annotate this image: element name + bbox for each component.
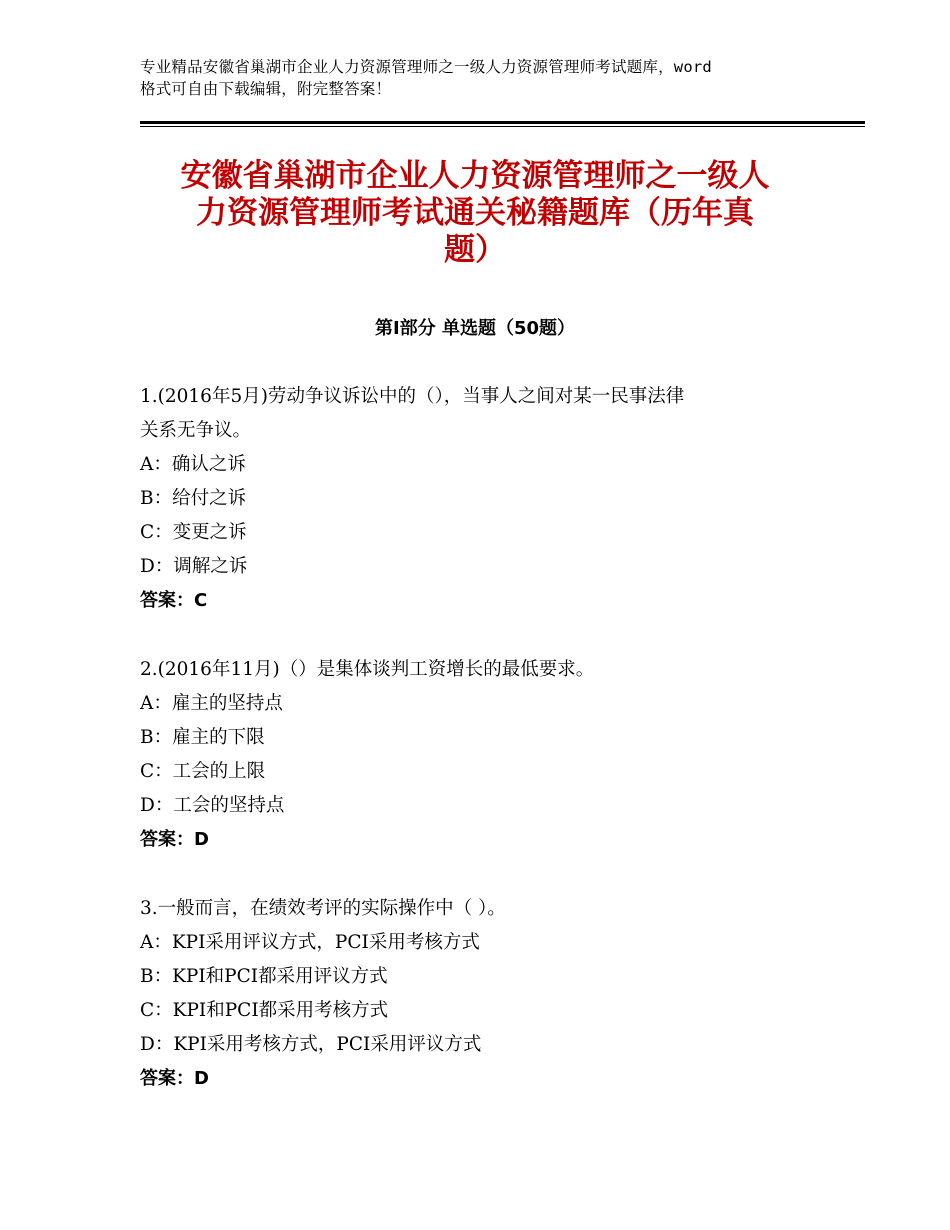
document-title [140, 158, 810, 269]
answer-label: 答案：C [140, 590, 208, 611]
header-rule-thin [140, 126, 865, 127]
option-b: B：KPI和PCI都采用评议方式 [140, 966, 388, 987]
question-stem-line: 1.(2016年5月)劳动争议诉讼中的（），当事人之间对某一民事法律 [140, 386, 685, 407]
document-title-line-3: 题） [444, 232, 506, 268]
option-a: A：确认之诉 [140, 454, 246, 475]
option-c: C：工会的上限 [140, 761, 266, 782]
section-title: 第Ⅰ部分 单选题（50题） [374, 318, 575, 339]
answer-label: 答案：D [140, 1068, 209, 1089]
option-d: D：KPI采用考核方式，PCI采用评议方式 [140, 1034, 482, 1055]
option-a: A：KPI采用评议方式，PCI采用考核方式 [140, 932, 480, 953]
document-title-line-1: 安徽省巢湖市企业人力资源管理师之一级人 [180, 158, 770, 194]
option-d: D：工会的坚持点 [140, 795, 285, 816]
option-b: B：给付之诉 [140, 488, 247, 509]
header-note-line-1: 专业精品安徽省巢湖市企业人力资源管理师之一级人力资源管理师考试题库，word [140, 58, 712, 76]
header-note-line-2: 格式可自由下载编辑，附完整答案！ [140, 80, 392, 98]
header-note [140, 56, 830, 100]
option-c: C：变更之诉 [140, 522, 247, 543]
document-title-line-2: 力资源管理师考试通关秘籍题库（历年真 [196, 195, 754, 231]
option-b: B：雇主的下限 [140, 727, 265, 748]
header-rule-thick [140, 121, 865, 124]
question-1 [140, 380, 820, 618]
question-3 [140, 892, 820, 1096]
question-stem-line: 2.(2016年11月)（）是集体谈判工资增长的最低要求。 [140, 659, 595, 680]
question-stem-line: 关系无争议。 [140, 420, 252, 441]
option-c: C：KPI和PCI都采用考核方式 [140, 1000, 389, 1021]
option-d: D：调解之诉 [140, 556, 248, 577]
answer-label: 答案：D [140, 829, 209, 850]
question-2 [140, 653, 820, 857]
option-a: A：雇主的坚持点 [140, 693, 283, 714]
question-stem-line: 3.一般而言，在绩效考评的实际操作中（ ）。 [140, 898, 506, 919]
